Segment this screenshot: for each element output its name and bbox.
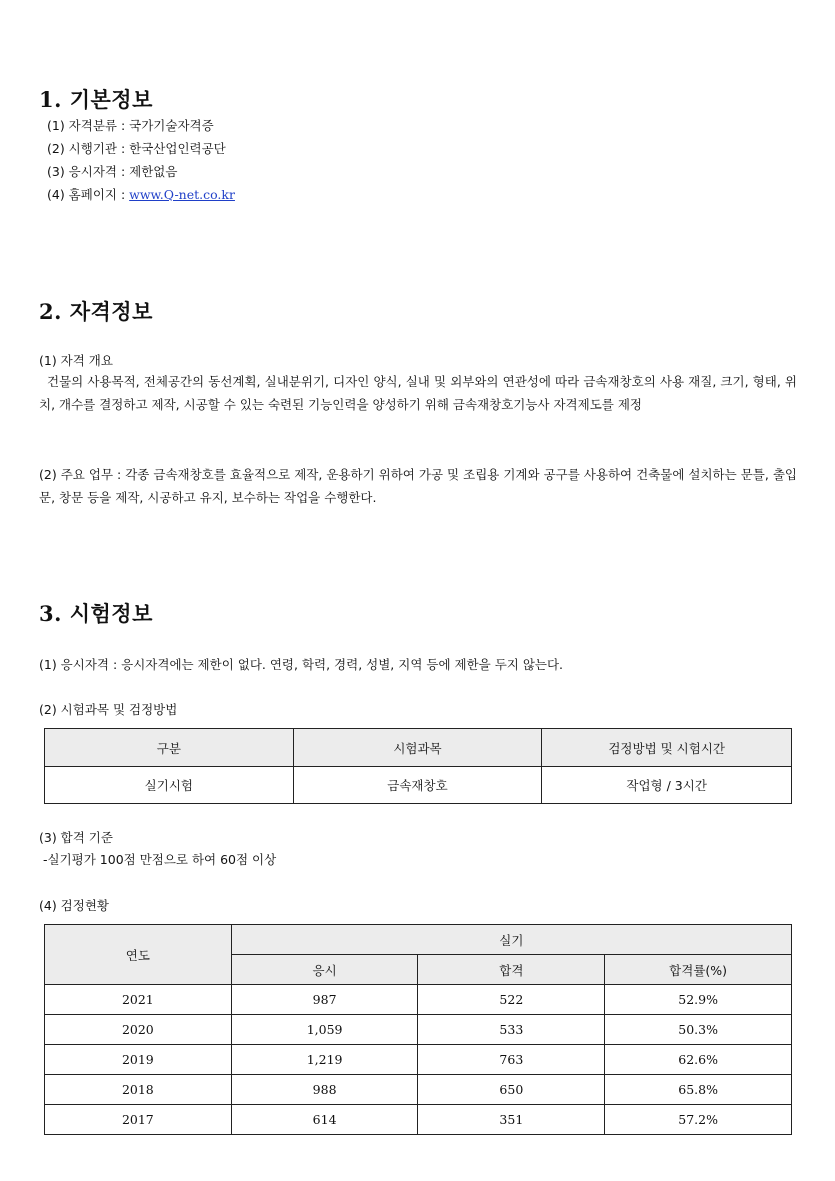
table-cell: 1,059	[231, 1015, 418, 1045]
table-cell: 65.8%	[605, 1075, 792, 1105]
table-cell: 57.2%	[605, 1105, 792, 1135]
overview-text: 건물의 사용목적, 전체공간의 동선계획, 실내분위기, 디자인 양식, 실내 및 외부와의 연관성에 따라 금속재창호의 사용 재질, 크기, 형태, 위치, 개수를 결정하고 제작, 시공할 수 있는 숙련된 기능인력을 양성하기 위해 금속재창호기능사 자격제도를 제정	[39, 374, 797, 412]
subjects-title: (2) 시험과목 및 검정방법	[39, 702, 178, 717]
table-row	[45, 985, 792, 1015]
table-header-cell: 합격	[418, 955, 605, 985]
status-table	[44, 924, 792, 1135]
table-cell: 2020	[45, 1015, 232, 1045]
pass-title: (3) 합격 기준	[39, 830, 113, 845]
table-cell: 실기시험	[45, 767, 294, 804]
table-header-cell: 응시	[231, 955, 418, 985]
info-item-agency	[47, 141, 226, 157]
homepage-link[interactable]: www.Q-net.co.kr	[129, 187, 235, 202]
exam-eligibility: (1) 응시자격 : 응시자격에는 제한이 없다. 연령, 학력, 경력, 성별, 지역 등에 제한을 두지 않는다.	[39, 657, 564, 672]
table-cell: 2019	[45, 1045, 232, 1075]
table-row	[45, 1075, 792, 1105]
table-header-cell: 연도	[45, 925, 232, 985]
status-title: (4) 검정현황	[39, 898, 109, 913]
info-label: (3) 응시자격 :	[47, 164, 126, 179]
table-row	[45, 1105, 792, 1135]
table-header-cell: 검정방법 및 시험시간	[542, 729, 792, 767]
table-cell: 763	[418, 1045, 605, 1075]
duties-text: (2) 주요 업무 : 각종 금속재창호를 효율적으로 제작, 운용하기 위하여 가공 및 조립용 기계와 공구를 사용하여 건축물에 설치하는 문틀, 출입문, 창문 등을 제작, 시공하고 유지, 보수하는 작업을 수행한다.	[39, 467, 797, 505]
table-cell: 2021	[45, 985, 232, 1015]
pass-text: -실기평가 100점 만점으로 하여 60점 이상	[43, 852, 277, 867]
info-item-category	[47, 118, 214, 134]
table-cell: 62.6%	[605, 1045, 792, 1075]
table-cell: 614	[231, 1105, 418, 1135]
table-cell: 52.9%	[605, 985, 792, 1015]
table-row	[45, 767, 792, 804]
info-item-homepage	[47, 187, 235, 203]
table-cell: 650	[418, 1075, 605, 1105]
table-cell: 987	[231, 985, 418, 1015]
table-header-cell: 실기	[231, 925, 791, 955]
info-value: 한국산업인력공단	[129, 141, 226, 156]
info-label: (2) 시행기관 :	[47, 141, 126, 156]
table-cell: 988	[231, 1075, 418, 1105]
table-cell: 533	[418, 1015, 605, 1045]
table-cell: 2017	[45, 1105, 232, 1135]
info-label: (4) 홈페이지 :	[47, 187, 126, 202]
subjects-table	[44, 728, 792, 804]
overview-title: (1) 자격 개요	[39, 353, 113, 368]
section2-heading: 2. 자격정보	[39, 299, 153, 324]
table-cell: 522	[418, 985, 605, 1015]
table-header-cell: 합격률(%)	[605, 955, 792, 985]
table-row	[45, 1015, 792, 1045]
section1-heading: 1. 기본정보	[39, 87, 153, 112]
table-cell: 351	[418, 1105, 605, 1135]
table-header-cell: 시험과목	[293, 729, 542, 767]
info-value: 국가기술자격증	[129, 118, 214, 133]
table-row	[45, 1045, 792, 1075]
table-cell: 작업형 / 3시간	[542, 767, 792, 804]
info-label: (1) 자격분류 :	[47, 118, 126, 133]
table-cell: 50.3%	[605, 1015, 792, 1045]
info-value: 제한없음	[129, 164, 178, 179]
section3-heading: 3. 시험정보	[39, 601, 153, 626]
table-header-row	[45, 729, 792, 767]
table-header-row	[45, 925, 792, 955]
table-cell: 1,219	[231, 1045, 418, 1075]
table-header-cell: 구분	[45, 729, 294, 767]
table-cell: 금속재창호	[293, 767, 542, 804]
info-item-eligibility	[47, 164, 177, 180]
table-cell: 2018	[45, 1075, 232, 1105]
